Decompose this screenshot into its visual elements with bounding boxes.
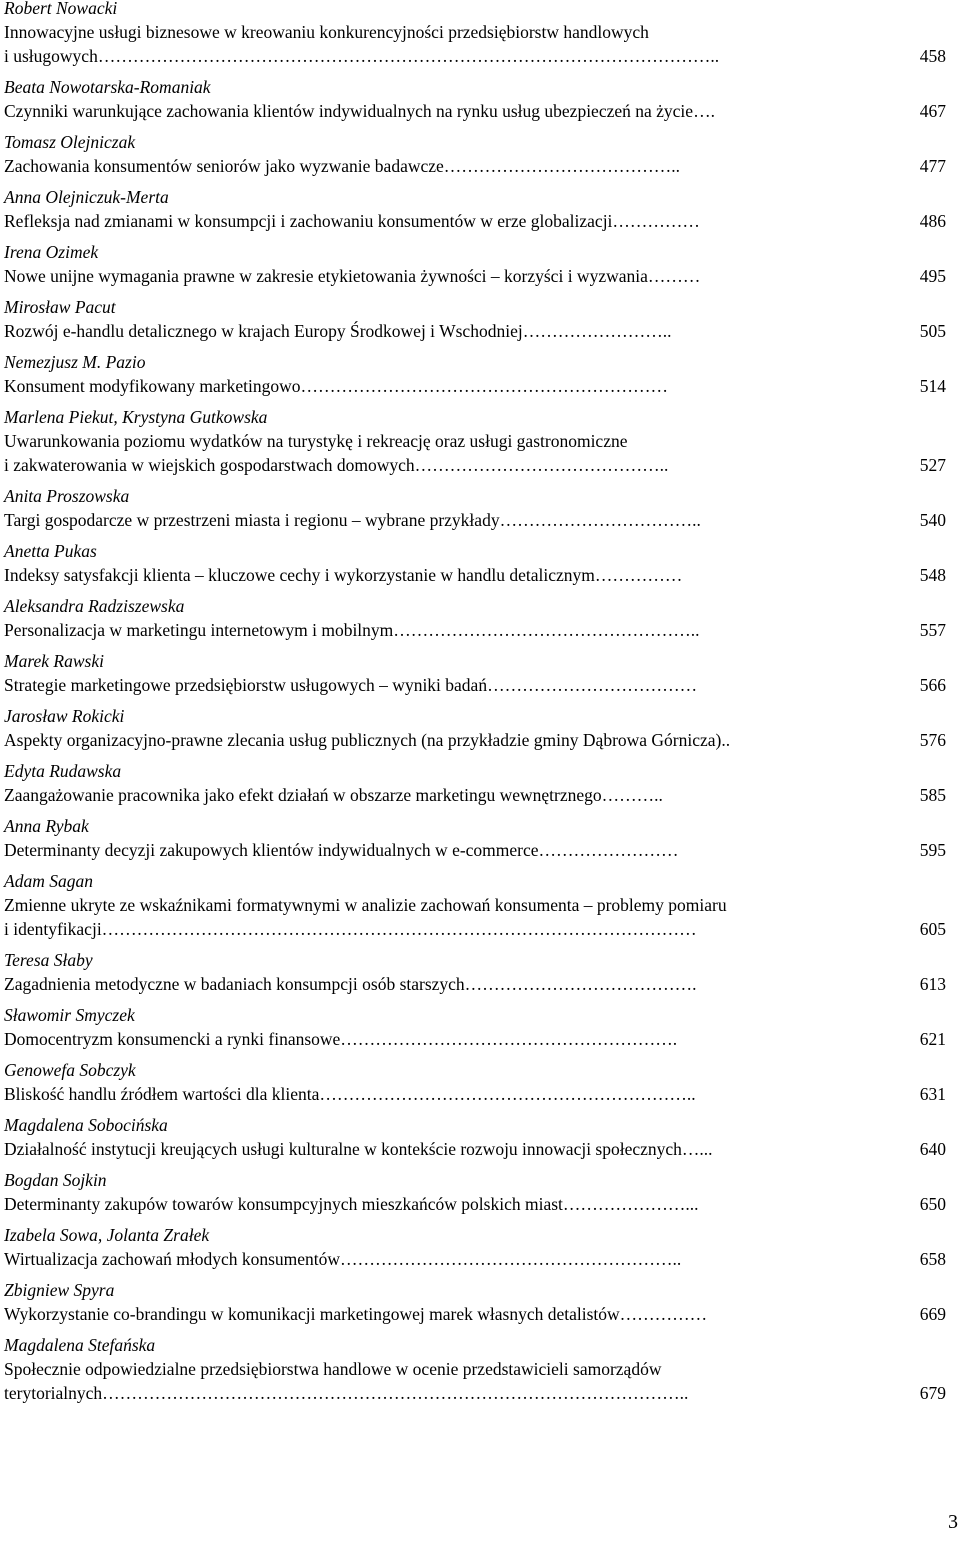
toc-entry-title-line (4, 728, 946, 752)
toc-entry-page-number: 613 (919, 974, 946, 994)
toc-entry (4, 405, 946, 484)
toc-entry-page-number: 585 (919, 785, 946, 805)
toc-entry (4, 704, 946, 759)
toc-entry-page-number: 548 (919, 565, 946, 585)
toc-entry-page-number: 505 (919, 321, 946, 341)
toc-entry-author: Aleksandra Radziszewska (4, 596, 185, 616)
toc-entry-author: Jarosław Rokicki (4, 706, 125, 726)
toc-entry (4, 295, 946, 350)
toc-entry (4, 1003, 946, 1058)
toc-entry-author: Adam Sagan (4, 871, 93, 891)
toc-entry-title-line (4, 209, 946, 233)
toc-entry-title: Wykorzystanie co-brandingu w komunikacji marketingowej marek własnych detalistów…………… (4, 1304, 708, 1324)
toc-entry-title: Nowe unijne wymagania prawne w zakresie etykietowania żywności – korzyści i wyzwania……… (4, 266, 701, 286)
toc-entry-author: Anna Olejniczuk-Merta (4, 187, 169, 207)
toc-entry-page-number: 595 (919, 840, 946, 860)
toc-entry-author: Marek Rawski (4, 651, 104, 671)
toc-entry (4, 484, 946, 539)
toc-entry-title-line (4, 893, 946, 917)
toc-entry-title: Determinanty zakupów towarów konsumpcyjnych mieszkańców polskich miast…………………... (4, 1194, 699, 1214)
toc-entry-author: Robert Nowacki (4, 0, 118, 18)
toc-entry-page-number: 467 (919, 101, 946, 121)
toc-entry-page-number: 566 (919, 675, 946, 695)
toc-entry-page-number: 486 (919, 211, 946, 231)
table-of-contents (4, 0, 946, 1412)
toc-entry-title-line (4, 838, 946, 862)
toc-entry-title-line (4, 154, 946, 178)
toc-entry-title: Działalność instytucji kreujących usługi kulturalne w kontekście rozwoju innowacji społecznych…... (4, 1139, 713, 1159)
toc-entry-author: Beata Nowotarska-Romaniak (4, 77, 211, 97)
toc-entry-title: Wirtualizacja zachowań młodych konsumentów………………………………………………….. (4, 1249, 682, 1269)
toc-entry-title-line (4, 508, 946, 532)
toc-entry-title-line (4, 20, 946, 44)
toc-entry (4, 0, 946, 75)
toc-entry-author: Anetta Pukas (4, 541, 97, 561)
toc-entry-author: Tomasz Olejniczak (4, 132, 136, 152)
toc-entry-author: Nemezjusz M. Pazio (4, 352, 146, 372)
toc-entry-author: Teresa Słaby (4, 950, 93, 970)
toc-entry-title: Konsument modyfikowany marketingowo……………………………………………………… (4, 376, 668, 396)
toc-entry-title: Społecznie odpowiedzialne przedsiębiorstwa handlowe w ocenie przedstawicieli samorządów (4, 1359, 662, 1379)
toc-entry-page-number: 540 (919, 510, 946, 530)
toc-entry-page-number: 669 (919, 1304, 946, 1324)
toc-entry-title: Innowacyjne usługi biznesowe w kreowaniu konkurencyjności przedsiębiorstw handlowych (4, 22, 649, 42)
toc-entry-title-line (4, 1357, 946, 1381)
toc-entry (4, 185, 946, 240)
toc-entry-title: Aspekty organizacyjno-prawne zlecania usług publicznych (na przykładzie gminy Dąbrowa Górnicza).. (4, 730, 731, 750)
toc-entry-title-line (4, 319, 946, 343)
toc-entry-title: i identyfikacji………………………………………………………………………………………… (4, 919, 697, 939)
toc-entry-author: Mirosław Pacut (4, 297, 116, 317)
toc-entry-title: Domocentryzm konsumencki a rynki finansowe…………………………………………………. (4, 1029, 678, 1049)
toc-entry-author: Izabela Sowa, Jolanta Zrałek (4, 1225, 210, 1245)
toc-entry-author: Edyta Rudawska (4, 761, 122, 781)
toc-entry-title-line (4, 673, 946, 697)
toc-entry (4, 594, 946, 649)
toc-entry-page-number: 458 (919, 46, 946, 66)
toc-entry (4, 350, 946, 405)
toc-entry-title-line (4, 1247, 946, 1271)
toc-entry-title: i zakwaterowania w wiejskich gospodarstwach domowych…………………………………….. (4, 455, 669, 475)
toc-entry-page-number: 495 (919, 266, 946, 286)
toc-entry-title: Refleksja nad zmianami w konsumpcji i zachowaniu konsumentów w erze globalizacji…………… (4, 211, 700, 231)
toc-entry-author: Sławomir Smyczek (4, 1005, 135, 1025)
toc-entry-author: Marlena Piekut, Krystyna Gutkowska (4, 407, 268, 427)
toc-entry-title-line (4, 1082, 946, 1106)
toc-entry-title-line (4, 1027, 946, 1051)
toc-entry-page-number: 650 (919, 1194, 946, 1214)
toc-entry-page-number: 477 (919, 156, 946, 176)
toc-entry-title: Indeksy satysfakcji klienta – kluczowe cechy i wykorzystanie w handlu detalicznym…………… (4, 565, 683, 585)
toc-entry-title: Strategie marketingowe przedsiębiorstw usługowych – wyniki badań……………………………… (4, 675, 698, 695)
toc-entry-title: Zagadnienia metodyczne w badaniach konsumpcji osób starszych…………………………………. (4, 974, 697, 994)
toc-entry-title-line (4, 783, 946, 807)
toc-entry-title-line (4, 99, 946, 123)
toc-entry (4, 539, 946, 594)
toc-entry (4, 75, 946, 130)
toc-entry-title-line (4, 453, 946, 477)
toc-entry (4, 130, 946, 185)
toc-entry-title-line (4, 429, 946, 453)
toc-entry (4, 1058, 946, 1113)
toc-entry-title: Czynniki warunkujące zachowania klientów indywidualnych na rynku usług ubezpieczeń na życie…. (4, 101, 715, 121)
toc-entry-page-number: 631 (919, 1084, 946, 1104)
toc-entry-title: Zmienne ukryte ze wskaźnikami formatywnymi w analizie zachowań konsumenta – problemy pomiaru (4, 895, 727, 915)
toc-entry-title: Determinanty decyzji zakupowych klientów indywidualnych w e-commerce…………………… (4, 840, 679, 860)
toc-entry (4, 1168, 946, 1223)
toc-entry-page-number: 640 (919, 1139, 946, 1159)
toc-entry-title: Targi gospodarcze w przestrzeni miasta i regionu – wybrane przykłady…………………………….. (4, 510, 701, 530)
toc-entry-page-number: 514 (919, 376, 946, 396)
toc-entry-title-line (4, 1302, 946, 1326)
toc-entry-title-line (4, 618, 946, 642)
toc-entry (4, 948, 946, 1003)
toc-entry-title-line (4, 264, 946, 288)
toc-entry-page-number: 658 (919, 1249, 946, 1269)
toc-entry (4, 1333, 946, 1412)
toc-entry-title-line (4, 972, 946, 996)
toc-entry-title: Zachowania konsumentów seniorów jako wyzwanie badawcze………………………………….. (4, 156, 681, 176)
toc-entry-page-number: 557 (919, 620, 946, 640)
toc-entry-title: i usługowych…………………………………………………………………………………………….. (4, 46, 720, 66)
toc-entry-author: Bogdan Sojkin (4, 1170, 107, 1190)
toc-entry-author: Genowefa Sobczyk (4, 1060, 136, 1080)
toc-entry (4, 1278, 946, 1333)
toc-entry-author: Irena Ozimek (4, 242, 99, 262)
toc-entry-page-number: 527 (919, 455, 946, 475)
toc-entry (4, 649, 946, 704)
toc-entry-author: Magdalena Sobocińska (4, 1115, 168, 1135)
toc-entry-title-line (4, 1192, 946, 1216)
toc-entry-title: Zaangażowanie pracownika jako efekt działań w obszarze marketingu wewnętrznego……….. (4, 785, 663, 805)
toc-entry-page-number: 576 (919, 730, 946, 750)
toc-entry-author: Anita Proszowska (4, 486, 130, 506)
toc-entry-title-line (4, 1137, 946, 1161)
toc-entry-title: Bliskość handlu źródłem wartości dla klienta……………………………………………………….. (4, 1084, 696, 1104)
toc-entry-title-line (4, 374, 946, 398)
toc-entry-page-number: 679 (919, 1383, 946, 1403)
toc-entry-title: Rozwój e-handlu detalicznego w krajach Europy Środkowej i Wschodniej…………………….. (4, 321, 672, 341)
toc-entry-page-number: 605 (919, 919, 946, 939)
toc-entry-author: Anna Rybak (4, 816, 89, 836)
toc-entry (4, 759, 946, 814)
toc-entry-title: terytorialnych……………………………………………………………………………………….. (4, 1383, 689, 1403)
page-number: 3 (948, 1511, 958, 1533)
toc-entry-title-line (4, 563, 946, 587)
toc-entry (4, 869, 946, 948)
toc-entry-title: Personalizacja w marketingu internetowym i mobilnym…………………………………………….. (4, 620, 700, 640)
toc-entry-title-line (4, 1381, 946, 1405)
toc-entry-author: Magdalena Stefańska (4, 1335, 156, 1355)
toc-entry-title-line (4, 44, 946, 68)
toc-entry (4, 814, 946, 869)
toc-entry-page-number: 621 (919, 1029, 946, 1049)
toc-entry (4, 1113, 946, 1168)
toc-entry-title-line (4, 917, 946, 941)
toc-entry (4, 1223, 946, 1278)
toc-entry-author: Zbigniew Spyra (4, 1280, 115, 1300)
toc-entry (4, 240, 946, 295)
toc-entry-title: Uwarunkowania poziomu wydatków na turystykę i rekreację oraz usługi gastronomiczne (4, 431, 628, 451)
